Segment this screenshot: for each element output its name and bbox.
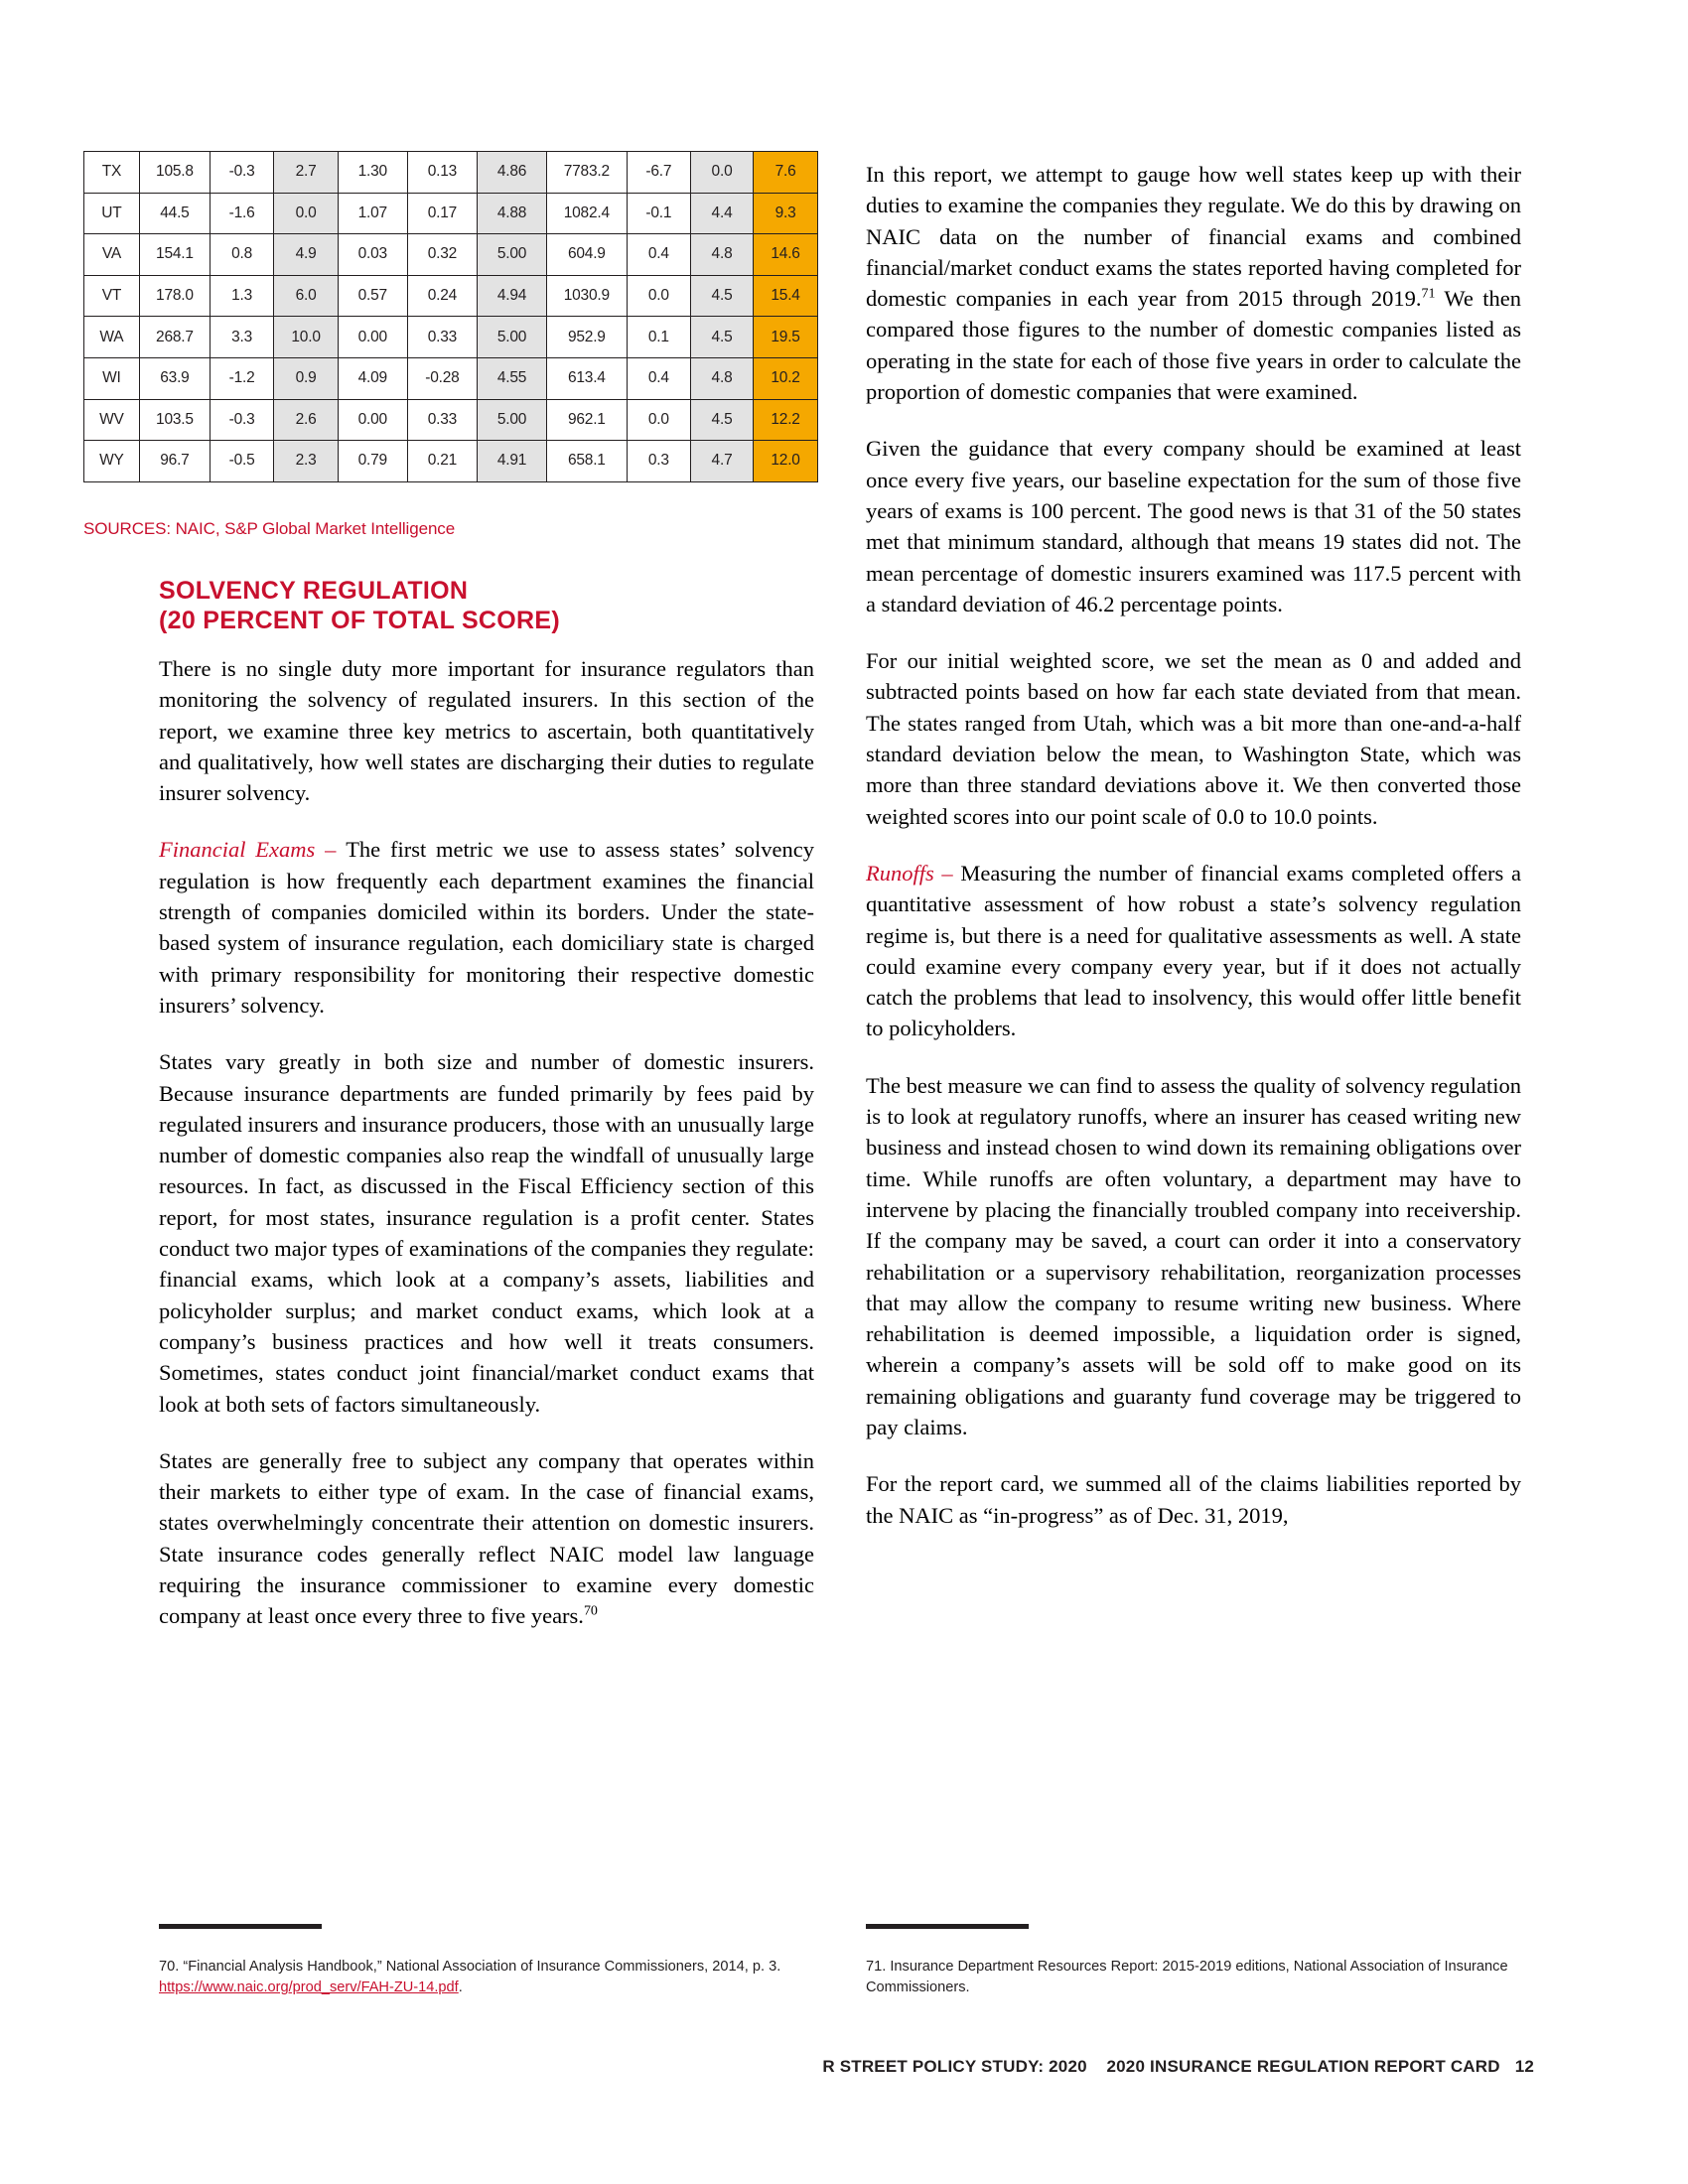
- cell-total: 15.4: [754, 275, 818, 317]
- footnote-71-text: Insurance Department Resources Report: 2015-2019 editions, National Association of Insurance Commissioners.: [866, 1959, 1508, 1995]
- cell-c7: 1030.9: [546, 275, 627, 317]
- cell-state: TX: [84, 152, 140, 194]
- cell-c3: 4.9: [274, 234, 339, 276]
- table-row: [84, 399, 818, 441]
- lead-in-runoffs: Runoffs –: [866, 860, 961, 886]
- cell-state: WY: [84, 441, 140, 482]
- paragraph-states-vary: States vary greatly in both size and number of domestic insurers. Because insurance departments are funded primarily by fees paid by regulated insurers and insurance producers, those with an unusually large number of domestic companies also reap the windfall of unusually large resources. In fact, as discussed in the Fiscal Efficiency section of this report, for most states, insurance regulation is a profit center. States conduct two major types of examinations of the companies they regulate: financial exams, which look at a company’s assets, liabilities and policyholder surplus; and market conduct exams, which look at a company’s business practices and how well it treats consumers. Sometimes, states conduct joint financial/market conduct exams that look at both sets of factors simultaneously.: [159, 1049, 814, 1417]
- cell-c8: 0.1: [627, 317, 690, 358]
- footnote-70-text-after: .: [458, 1979, 463, 1995]
- cell-c1: 103.5: [139, 399, 210, 441]
- paragraph-weighted-score: For our initial weighted score, we set the mean as 0 and added and subtracted points based on how far each state deviated from that mean. The states ranged from Utah, which was a bit more than one-and-a-half standard deviation below the mean, to Washington State, which was more than three standard deviations above it. We then converted those weighted scores into our point scale of 0.0 to 10.0 points.: [866, 648, 1521, 829]
- cell-c6: 5.00: [478, 234, 547, 276]
- cell-c9: 4.4: [690, 193, 753, 234]
- cell-c7: 604.9: [546, 234, 627, 276]
- cell-c8: 0.4: [627, 357, 690, 399]
- footnote-marker-71: 71: [1421, 286, 1436, 302]
- cell-c8: 0.3: [627, 441, 690, 482]
- cell-c3: 2.6: [274, 399, 339, 441]
- state-scores-table: [83, 151, 818, 482]
- cell-c3: 0.0: [274, 193, 339, 234]
- footnote-marker-70: 70: [583, 1603, 598, 1619]
- cell-state: VA: [84, 234, 140, 276]
- cell-c7: 7783.2: [546, 152, 627, 194]
- cell-state: WV: [84, 399, 140, 441]
- cell-c8: 0.4: [627, 234, 690, 276]
- cell-c6: 4.86: [478, 152, 547, 194]
- cell-c2: -1.2: [211, 357, 274, 399]
- footer-report-label: 2020 INSURANCE REGULATION REPORT CARD: [1106, 2057, 1500, 2076]
- state-scores-table-container: [83, 151, 818, 482]
- cell-c6: 4.91: [478, 441, 547, 482]
- cell-c4: 1.07: [338, 193, 407, 234]
- footer-page-number: 12: [1514, 2057, 1534, 2076]
- cell-total: 9.3: [754, 193, 818, 234]
- cell-c1: 178.0: [139, 275, 210, 317]
- cell-c8: -6.7: [627, 152, 690, 194]
- cell-c5: 0.24: [407, 275, 478, 317]
- left-text-column: [159, 576, 814, 1632]
- cell-c3: 0.9: [274, 357, 339, 399]
- cell-c1: 154.1: [139, 234, 210, 276]
- table-row: [84, 317, 818, 358]
- paragraph-report-gauge-b: We then compared those figures to the number of domestic companies listed as operating in the state for each of those five years in order to calculate the proportion of domestic companies that were examined.: [866, 286, 1521, 405]
- cell-c6: 4.55: [478, 357, 547, 399]
- section-heading: [159, 576, 814, 635]
- cell-c2: 1.3: [211, 275, 274, 317]
- cell-c5: 0.17: [407, 193, 478, 234]
- cell-c5: -0.28: [407, 357, 478, 399]
- lead-in-financial-exams: Financial Exams –: [159, 837, 347, 863]
- cell-c4: 0.00: [338, 399, 407, 441]
- footnote-71-number: 71.: [866, 1959, 887, 1975]
- cell-c6: 4.94: [478, 275, 547, 317]
- page-footer: [0, 2057, 1534, 2077]
- cell-total: 10.2: [754, 357, 818, 399]
- cell-c5: 0.32: [407, 234, 478, 276]
- cell-c8: -0.1: [627, 193, 690, 234]
- paragraph-solvency-intro: There is no single duty more important for insurance regulators than monitoring the solvency of regulated insurers. In this section of the report, we examine three key metrics to ascertain, both quantitatively and qualitatively, how well states are discharging their duties to regulate insurer solvency.: [159, 656, 814, 806]
- cell-c4: 4.09: [338, 357, 407, 399]
- cell-c4: 0.57: [338, 275, 407, 317]
- cell-c1: 105.8: [139, 152, 210, 194]
- footnote-divider: [159, 1924, 322, 1929]
- paragraph-report-gauge: [866, 159, 1521, 407]
- cell-c3: 10.0: [274, 317, 339, 358]
- cell-total: 14.6: [754, 234, 818, 276]
- footnote-divider: [866, 1924, 1029, 1929]
- cell-c2: -0.5: [211, 441, 274, 482]
- cell-c7: 962.1: [546, 399, 627, 441]
- cell-total: 7.6: [754, 152, 818, 194]
- cell-c5: 0.33: [407, 317, 478, 358]
- paragraph-states-free: [159, 1445, 814, 1632]
- section-heading-line2: (20 PERCENT OF TOTAL SCORE): [159, 607, 560, 634]
- table-row: [84, 441, 818, 482]
- cell-c7: 613.4: [546, 357, 627, 399]
- footnote-70-number: 70.: [159, 1959, 180, 1975]
- table-sources-note: SOURCES: NAIC, S&P Global Market Intelligence: [83, 519, 456, 538]
- footer-study-label: R STREET POLICY STUDY: 2020: [822, 2057, 1087, 2076]
- cell-total: 19.5: [754, 317, 818, 358]
- cell-c1: 96.7: [139, 441, 210, 482]
- table-row: [84, 152, 818, 194]
- cell-c9: 4.5: [690, 399, 753, 441]
- cell-total: 12.2: [754, 399, 818, 441]
- cell-c9: 4.5: [690, 317, 753, 358]
- cell-c3: 2.7: [274, 152, 339, 194]
- cell-c2: 0.8: [211, 234, 274, 276]
- cell-c2: -1.6: [211, 193, 274, 234]
- paragraph-report-gauge-a: In this report, we attempt to gauge how well states keep up with their duties to examine the companies they regulate. We do this by drawing on NAIC data on the number of financial exams and combined financial/market conduct exams the states reported having completed for domestic companies in each year from 2015 through 2019.: [866, 162, 1521, 312]
- cell-state: VT: [84, 275, 140, 317]
- footnote-70: [159, 1957, 814, 1998]
- paragraph-financial-exams: [159, 834, 814, 1021]
- cell-c9: 4.5: [690, 275, 753, 317]
- cell-c1: 268.7: [139, 317, 210, 358]
- cell-c9: 4.7: [690, 441, 753, 482]
- paragraph-runoffs: [866, 858, 1521, 1044]
- table-row: [84, 193, 818, 234]
- cell-c1: 44.5: [139, 193, 210, 234]
- footnote-70-text-before: “Financial Analysis Handbook,” National Association of Insurance Commissioners, 2014, p. 3.: [179, 1959, 781, 1975]
- paragraph-best-measure: The best measure we can find to assess the quality of solvency regulation is to look at regulatory runoffs, where an insurer has ceased writing new business and instead chosen to wind down its remaining obligations over time. While runoffs are often voluntary, a department may have to intervene by placing the financially troubled company into receivership. If the company may be saved, a court can order it into a conservatory rehabilitation or a supervisory rehabilitation, reorganization processes that may allow the company to resume writing new business. Where rehabilitation is deemed impossible, a liquidation order is signed, wherein a company’s assets will be sold off to make good on its remaining obligations and guaranty fund coverage may be triggered to pay claims.: [866, 1072, 1521, 1439]
- cell-c4: 1.30: [338, 152, 407, 194]
- cell-c2: 3.3: [211, 317, 274, 358]
- section-heading-line1: SOLVENCY REGULATION: [159, 577, 469, 605]
- right-text-column: [866, 159, 1521, 1531]
- paragraph-runoffs-body: Measuring the number of financial exams completed offers a quantitative assessment of how robust a state’s solvency regulation regime is, but there is a need for qualitative assessments as well. A state could examine every company every year, but if it does not actually catch the problems that lead to insolvency, this would offer little benefit to policyholders.: [866, 860, 1521, 1041]
- cell-c8: 0.0: [627, 399, 690, 441]
- cell-c5: 0.13: [407, 152, 478, 194]
- cell-c4: 0.79: [338, 441, 407, 482]
- paragraph-guidance-baseline: Given the guidance that every company should be examined at least once every five years, our baseline expectation for the sum of those five years of exams is 100 percent. The good news is that 31 of the 50 states met that minimum standard, although that means 19 states did not. The mean percentage of domestic insurers examined was 117.5 percent with a standard deviation of 46.2 percentage points.: [866, 436, 1521, 616]
- cell-c9: 4.8: [690, 234, 753, 276]
- cell-c7: 1082.4: [546, 193, 627, 234]
- cell-state: UT: [84, 193, 140, 234]
- cell-c8: 0.0: [627, 275, 690, 317]
- cell-c4: 0.00: [338, 317, 407, 358]
- cell-total: 12.0: [754, 441, 818, 482]
- cell-c2: -0.3: [211, 152, 274, 194]
- cell-c3: 6.0: [274, 275, 339, 317]
- cell-c4: 0.03: [338, 234, 407, 276]
- footnote-70-link[interactable]: https://www.naic.org/prod_serv/FAH-ZU-14.pdf: [159, 1979, 459, 1995]
- footnote-block-left: [159, 1924, 814, 1998]
- table-row: [84, 275, 818, 317]
- cell-c6: 5.00: [478, 317, 547, 358]
- table-row: [84, 357, 818, 399]
- cell-c2: -0.3: [211, 399, 274, 441]
- table-body: [84, 152, 818, 482]
- cell-c5: 0.21: [407, 441, 478, 482]
- cell-c5: 0.33: [407, 399, 478, 441]
- footnote-block-right: [866, 1924, 1521, 1998]
- paragraph-report-card-claims: For the report card, we summed all of the claims liabilities reported by the NAIC as “in-progress” as of Dec. 31, 2019,: [866, 1471, 1521, 1528]
- paragraph-states-free-body: States are generally free to subject any company that operates within their markets to either type of exam. In the case of financial exams, states overwhelmingly concentrate their attention on domestic insurers. State insurance codes generally reflect NAIC model law language requiring the insurance commissioner to examine every domestic company at least once every three to five years.: [159, 1447, 814, 1629]
- cell-c6: 4.88: [478, 193, 547, 234]
- cell-c6: 5.00: [478, 399, 547, 441]
- table-row: [84, 234, 818, 276]
- cell-c7: 952.9: [546, 317, 627, 358]
- cell-c9: 4.8: [690, 357, 753, 399]
- cell-c3: 2.3: [274, 441, 339, 482]
- cell-c7: 658.1: [546, 441, 627, 482]
- cell-state: WI: [84, 357, 140, 399]
- cell-c1: 63.9: [139, 357, 210, 399]
- cell-state: WA: [84, 317, 140, 358]
- paragraph-financial-exams-body: The first metric we use to assess states’ solvency regulation is how frequently each department examines the financial strength of companies domiciled within its borders. Under the state-based system of insurance regulation, each domiciliary state is charged with primary responsibility for monitoring their respective domestic insurers’ solvency.: [159, 837, 814, 1018]
- footnote-71: [866, 1957, 1521, 1998]
- cell-c9: 0.0: [690, 152, 753, 194]
